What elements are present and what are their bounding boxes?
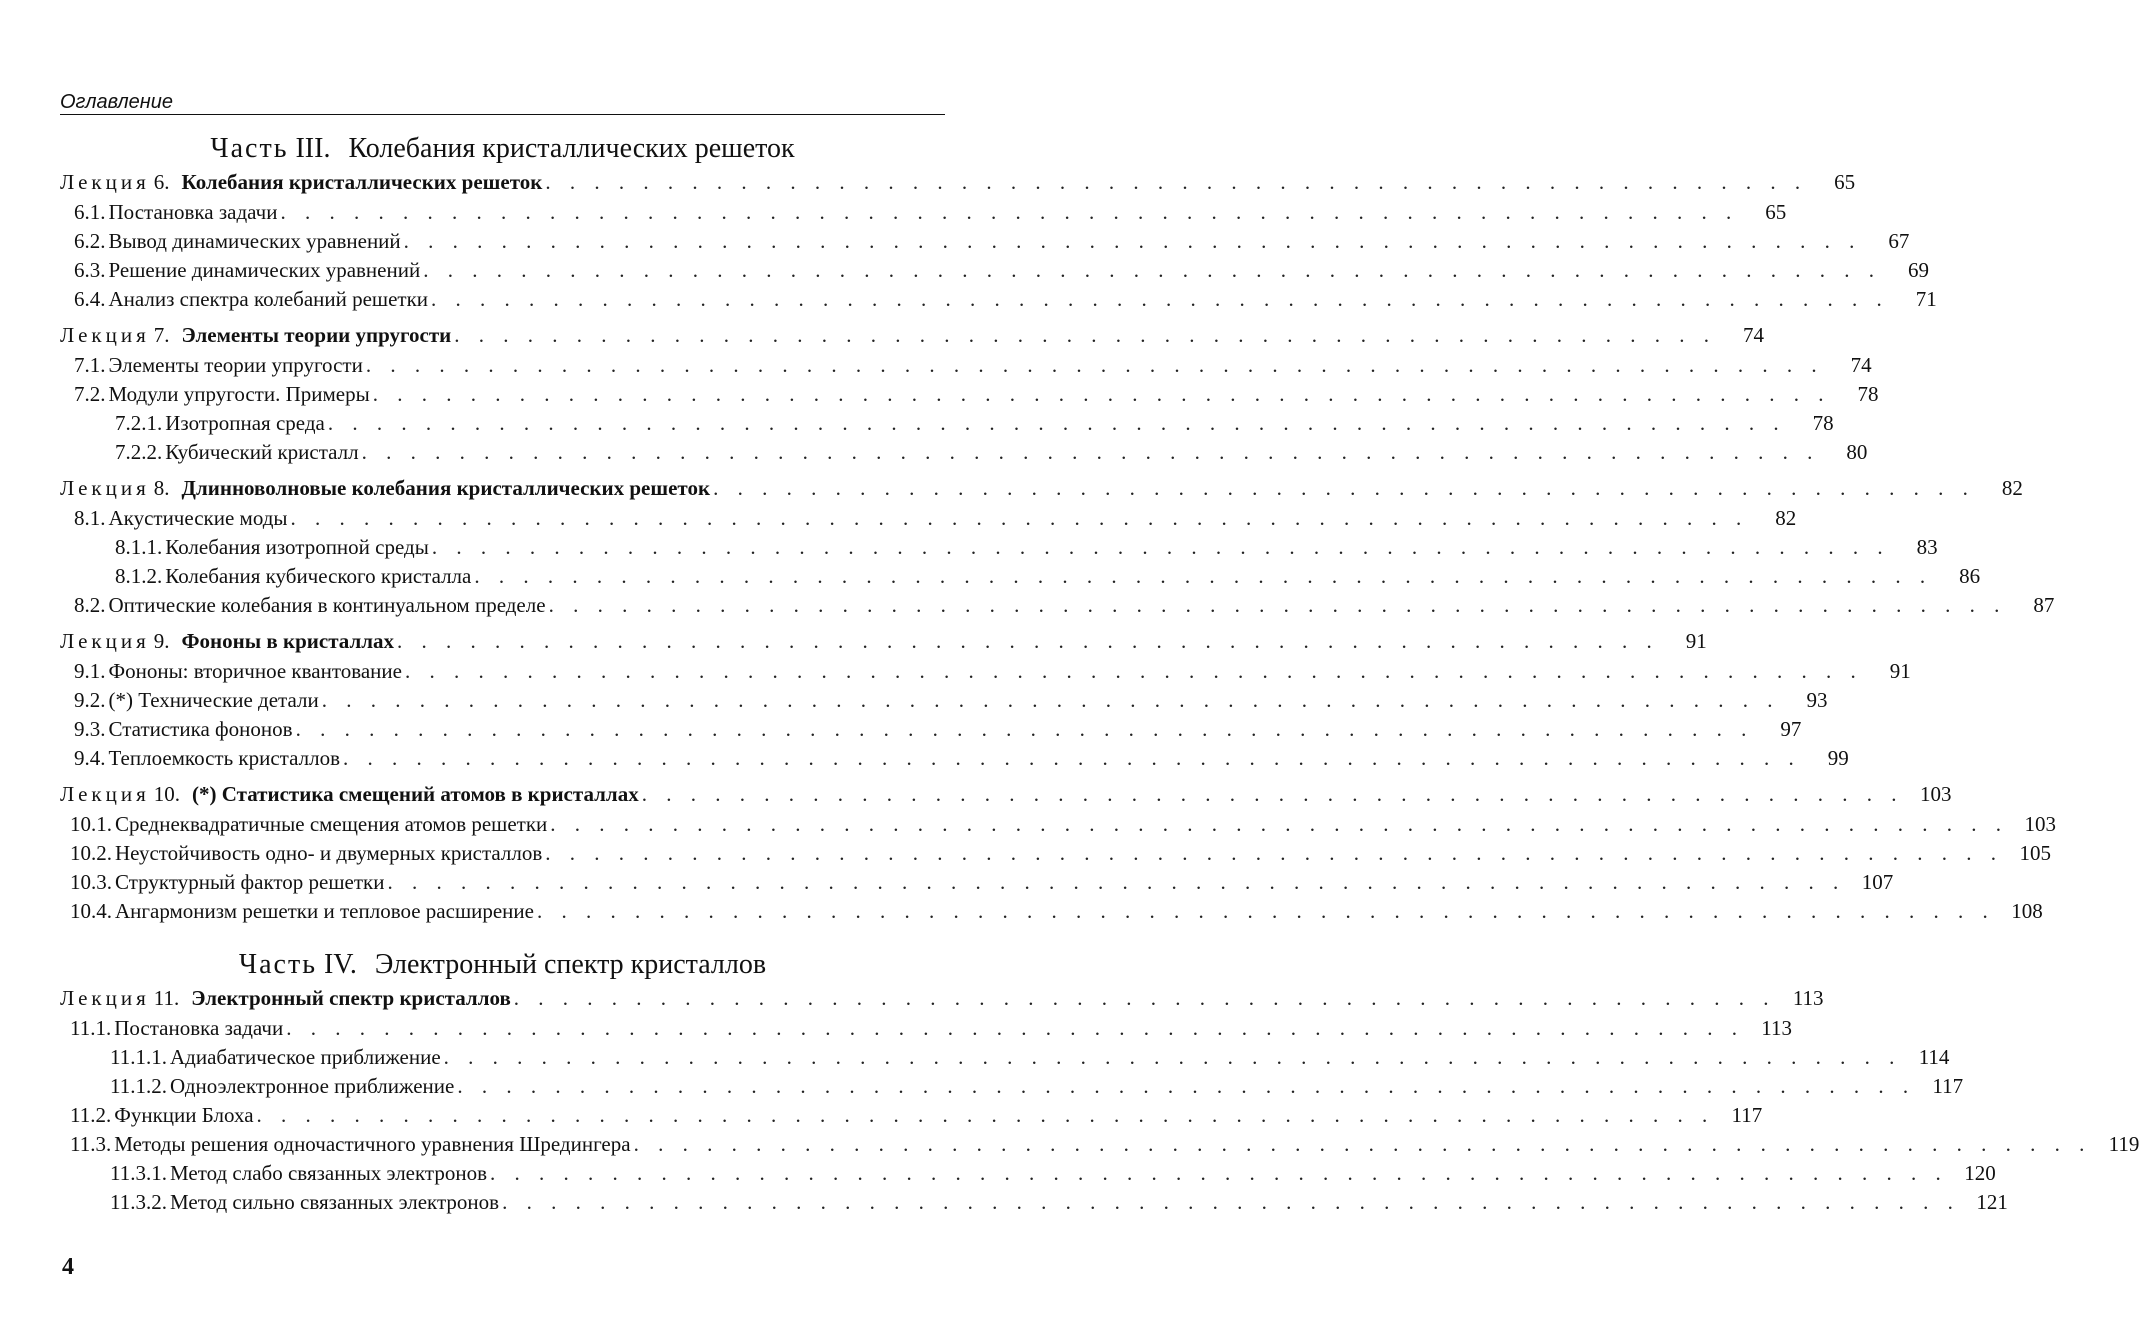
- section-title: Функции Блоха: [114, 1103, 254, 1127]
- toc-subsection[interactable]: [60, 1074, 1964, 1103]
- section-title: Неустойчивость одно- и двумерных кристаллов: [115, 841, 543, 865]
- section-title: Кубический кристалл: [165, 440, 359, 464]
- page-ref: 117: [1932, 1074, 1964, 1098]
- toc-section[interactable]: [60, 717, 1802, 746]
- section-title: Метод сильно связанных электронов: [169, 1190, 500, 1214]
- leader-dots: . . . . . . . . . . . . . . . . . . . . . . . . . . . . . . . . . . . . . . . . . . . . . . . . . . . . . . . . . . . .: [502, 1190, 1960, 1214]
- section-number: 11.3.1.: [110, 1161, 167, 1185]
- lecture-title: Длинноволновые колебания кристаллических решеток: [181, 476, 711, 500]
- section-title: Ангармонизм решетки и тепловое расширение: [115, 899, 534, 923]
- leader-dots: . . . . . . . . . . . . . . . . . . . . . . . . . . . . . . . . . . . . . . . . . . . . . . . . . . . . . . . . . . . .: [474, 564, 1933, 588]
- toc-section[interactable]: [60, 353, 1872, 382]
- page-ref: 87: [2033, 593, 2055, 617]
- section-title: Постановка задачи: [108, 200, 278, 224]
- page-ref: 74: [1850, 353, 1872, 377]
- toc-section[interactable]: [60, 229, 1910, 258]
- page-number: 4: [62, 1254, 74, 1280]
- section-title: Одноэлектронное приближение: [169, 1074, 455, 1098]
- leader-dots: . . . . . . . . . . . . . . . . . . . . . . . . . . . . . . . . . . . . . . . . . . . . . . . . . . . . . . . . . . . .: [256, 1103, 1715, 1127]
- part-numeral: IV.: [323, 949, 357, 980]
- page-ref: 114: [1918, 1045, 1950, 1069]
- page-ref: 113: [1761, 1016, 1792, 1040]
- lecture-number: 10.: [153, 782, 181, 806]
- section-title: Статистика фононов: [108, 717, 293, 741]
- section-number: 9.1.: [74, 659, 106, 683]
- section-number: 7.2.2.: [115, 440, 163, 464]
- lecture-number: 9.: [153, 629, 170, 653]
- section-number: 10.3.: [70, 870, 112, 894]
- section-title: Колебания изотропной среды: [165, 535, 429, 559]
- section-number: 8.1.: [74, 506, 106, 530]
- page-ref: 120: [1964, 1161, 1996, 1185]
- section-number: 6.2.: [74, 229, 106, 253]
- section-title: Адиабатическое приближение: [169, 1045, 441, 1069]
- toc-section[interactable]: [60, 200, 1787, 229]
- toc-section[interactable]: [60, 1016, 1792, 1045]
- leader-dots: . . . . . . . . . . . . . . . . . . . . . . . . . . . . . . . . . . . . . . . . . . . . . . . . . . . . . . . . . . . .: [404, 659, 1863, 683]
- page-ref: 107: [1861, 870, 1894, 894]
- section-number: 6.1.: [74, 200, 106, 224]
- page-ref: 78: [1812, 411, 1834, 435]
- page-ref: 78: [1857, 382, 1879, 406]
- section-title: Вывод динамических уравнений: [108, 229, 401, 253]
- leader-dots: . . . . . . . . . . . . . . . . . . . . . . . . . . . . . . . . . . . . . . . . . . . . . . . . . . . . . . . . . . . .: [286, 1016, 1744, 1040]
- page-ref: 103: [2024, 812, 2057, 836]
- section-title: Фононы: вторичное квантование: [108, 659, 402, 683]
- leader-dots: . . . . . . . . . . . . . . . . . . . . . . . . . . . . . . . . . . . . . . . . . . . . . . . . . . . . . . . . . . . .: [443, 1045, 1902, 1069]
- toc-section[interactable]: [60, 812, 2057, 841]
- lecture-title: Фононы в кристаллах: [181, 629, 395, 653]
- page-ref: 93: [1806, 688, 1828, 712]
- lecture-word: Лекция: [60, 986, 150, 1010]
- leader-dots: . . . . . . . . . . . . . . . . . . . . . . . . . . . . . . . . . . . . . . . . . . . . . . . . . . . . . . . . . . . .: [550, 812, 2009, 836]
- page-ref: 91: [1889, 659, 1911, 683]
- toc-section[interactable]: [60, 287, 1937, 316]
- page-ref: 117: [1731, 1103, 1763, 1127]
- toc-section[interactable]: [60, 659, 1911, 688]
- toc-lecture-9[interactable]: [60, 629, 1707, 659]
- toc-section[interactable]: [60, 258, 1929, 287]
- page-ref: 108: [2011, 899, 2043, 923]
- section-title: Структурный фактор решетки: [115, 870, 385, 894]
- lecture-number: 6.: [153, 170, 170, 194]
- lecture-title: Электронный спектр кристаллов: [191, 986, 511, 1010]
- part-word: Часть: [238, 949, 317, 980]
- page-ref: 97: [1780, 717, 1802, 741]
- toc-subsection[interactable]: [60, 411, 1834, 440]
- section-number: 10.4.: [70, 899, 112, 923]
- section-title: Методы решения одночастичного уравнения Шредингера: [114, 1132, 631, 1156]
- part-title-4: [60, 948, 945, 982]
- toc-section[interactable]: [60, 382, 1879, 411]
- leader-dots: . . . . . . . . . . . . . . . . . . . . . . . . . . . . . . . . . . . . . . . . . . . . . . . . . . . .: [397, 629, 1659, 653]
- toc-lecture-7[interactable]: [60, 323, 1765, 353]
- section-number: 7.2.: [74, 382, 106, 406]
- section-title: Модули упругости. Примеры: [108, 382, 370, 406]
- leader-dots: . . . . . . . . . . . . . . . . . . . . . . . . . . . . . . . . . . . . . . . . . . . . . . . . . . . . . . . . . . . .: [423, 258, 1881, 282]
- toc-subsection[interactable]: [60, 1161, 1996, 1190]
- section-title: Теплоемкость кристаллов: [108, 746, 340, 770]
- lecture-word: Лекция: [60, 782, 150, 806]
- section-title: Элементы теории упругости: [108, 353, 363, 377]
- toc-subsection[interactable]: [60, 1190, 2008, 1219]
- leader-dots: . . . . . . . . . . . . . . . . . . . . . . . . . . . . . . . . . . . . . . . . . . . . . . . . . . . . . . . . . . . .: [290, 506, 1749, 530]
- page-ref: 105: [2019, 841, 2052, 865]
- section-number: 9.2.: [74, 688, 106, 712]
- leader-dots: . . . . . . . . . . . . . . . . . . . . . . . . . . . . . . . . . . . . . . . . . . . . . . . . . . . . . . . . . . . .: [361, 440, 1820, 464]
- leader-dots: . . . . . . . . . . . . . . . . . . . . . . . . . . . . . . . . . . . . . . . . . . . . . . . . . . . . . . . . . . . .: [403, 229, 1862, 253]
- leader-dots: . . . . . . . . . . . . . . . . . . . . . . . . . . . . . . . . . . . . . . . . . . . . . . . . . . . . . . . . . . . .: [280, 200, 1739, 224]
- page-ref: 71: [1915, 287, 1937, 311]
- section-title: Постановка задачи: [114, 1016, 284, 1040]
- toc-section[interactable]: [60, 841, 2052, 870]
- part-numeral: III.: [295, 133, 331, 164]
- leader-dots: . . . . . . . . . . . . . . . . . . . . . . . . . . . . . . . . . . . . . . . . . . . . . . . . . . . .: [545, 170, 1808, 194]
- page-ref: 91: [1685, 629, 1707, 653]
- toc-section[interactable]: [60, 746, 1849, 775]
- section-title: Среднеквадратичные смещения атомов решетки: [115, 812, 548, 836]
- leader-dots: . . . . . . . . . . . . . . . . . . . . . . . . . . . . . . . . . . . . . . . . . . . . . . . . . . . .: [454, 323, 1717, 347]
- leader-dots: . . . . . . . . . . . . . . . . . . . . . . . . . . . . . . . . . . . . . . . . . . . . . . . . . . . . . . . . . . . .: [536, 899, 1995, 923]
- lecture-title: Элементы теории упругости: [181, 323, 452, 347]
- leader-dots: . . . . . . . . . . . . . . . . . . . . . . . . . . . . . . . . . . . . . . . . . . . . . . . . . . . . . . . . . . . .: [372, 382, 1831, 406]
- lecture-number: 11.: [153, 986, 180, 1010]
- leader-dots: . . . . . . . . . . . . . . . . . . . . . . . . . . . . . . . . . . . . . . . . . . . . . . . . . . . . . . . . . . . .: [431, 287, 1889, 311]
- toc-section[interactable]: [60, 1132, 2139, 1161]
- lecture-number: 8.: [153, 476, 170, 500]
- page-ref: 74: [1743, 323, 1765, 347]
- toc-subsection[interactable]: [60, 440, 1868, 469]
- lecture-title: (*) Статистика смещений атомов в кристаллах: [192, 782, 639, 806]
- page-ref: 80: [1846, 440, 1868, 464]
- section-number: 11.1.: [70, 1016, 112, 1040]
- section-number: 8.2.: [74, 593, 106, 617]
- leader-dots: . . . . . . . . . . . . . . . . . . . . . . . . . . . . . . . . . . . . . . . . . . . . . . . . . . . . . . . . . . . .: [548, 593, 2007, 617]
- toc-subsection[interactable]: [60, 535, 1938, 564]
- lecture-number: 7.: [153, 323, 170, 347]
- section-title: Анализ спектра колебаний решетки: [108, 287, 429, 311]
- section-number: 9.4.: [74, 746, 106, 770]
- toc-lecture-10[interactable]: [60, 782, 1952, 812]
- toc-lecture-8[interactable]: [60, 476, 2023, 506]
- page-ref: 119: [2108, 1132, 2139, 1156]
- lecture-word: Лекция: [60, 323, 150, 347]
- lecture-title: Колебания кристаллических решеток: [181, 170, 543, 194]
- toc-subsection[interactable]: [60, 1045, 1950, 1074]
- part-word: Часть: [210, 133, 289, 164]
- section-number: 6.3.: [74, 258, 106, 282]
- lecture-word: Лекция: [60, 629, 150, 653]
- page-ref: 82: [1775, 506, 1797, 530]
- leader-dots: . . . . . . . . . . . . . . . . . . . . . . . . . . . . . . . . . . . . . . . . . . . . . . . . . . . . . . . . . . . .: [431, 535, 1890, 559]
- section-number: 11.3.: [70, 1132, 112, 1156]
- section-number: 7.2.1.: [115, 411, 163, 435]
- leader-dots: . . . . . . . . . . . . . . . . . . . . . . . . . . . . . . . . . . . . . . . . . . . . . . . . . . . .: [713, 476, 1975, 500]
- leader-dots: . . . . . . . . . . . . . . . . . . . . . . . . . . . . . . . . . . . . . . . . . . . . . . . . . . . .: [641, 782, 1904, 806]
- page-ref: 113: [1792, 986, 1824, 1010]
- section-number: 6.4.: [74, 287, 106, 311]
- leader-dots: . . . . . . . . . . . . . . . . . . . . . . . . . . . . . . . . . . . . . . . . . . . . . . . . . . . . . . . . . . . .: [490, 1161, 1948, 1185]
- toc-section[interactable]: [60, 1103, 1763, 1132]
- leader-dots: . . . . . . . . . . . . . . . . . . . . . . . . . . . . . . . . . . . . . . . . . . . . . . . . . . . . . . . . . . . .: [633, 1132, 2092, 1156]
- part-name: Электронный спектр кристаллов: [374, 949, 767, 980]
- section-title: Решение динамических уравнений: [108, 258, 421, 282]
- section-title: Колебания кубического кристалла: [165, 564, 472, 588]
- lecture-word: Лекция: [60, 170, 150, 194]
- toc-part-4: [60, 986, 2139, 1219]
- section-number: 8.1.2.: [115, 564, 163, 588]
- leader-dots: . . . . . . . . . . . . . . . . . . . . . . . . . . . . . . . . . . . . . . . . . . . . . . . . . . . . . . . . . . . .: [457, 1074, 1916, 1098]
- section-title: Акустические моды: [108, 506, 288, 530]
- part-name: Колебания кристаллических решеток: [348, 133, 795, 164]
- toc-section[interactable]: [60, 593, 2055, 622]
- part-title-3: [60, 132, 945, 166]
- toc-section[interactable]: [60, 870, 1894, 899]
- page-ref: 65: [1765, 200, 1787, 224]
- toc-part-3: [60, 170, 2057, 928]
- toc-section[interactable]: [60, 688, 1828, 717]
- section-number: 11.3.2.: [110, 1190, 167, 1214]
- page-ref: 121: [1976, 1190, 2008, 1214]
- leader-dots: . . . . . . . . . . . . . . . . . . . . . . . . . . . . . . . . . . . . . . . . . . . . . . . . . . . . . . . . . . . .: [321, 688, 1780, 712]
- leader-dots: . . . . . . . . . . . . . . . . . . . . . . . . . . . . . . . . . . . . . . . . . . . . . . . . . . . . . . . . . . . .: [387, 870, 1846, 894]
- section-title: Метод слабо связанных электронов: [169, 1161, 488, 1185]
- page-ref: 69: [1907, 258, 1929, 282]
- section-number: 11.1.2.: [110, 1074, 167, 1098]
- section-number: 7.1.: [74, 353, 106, 377]
- section-title: Изотропная среда: [165, 411, 325, 435]
- leader-dots: . . . . . . . . . . . . . . . . . . . . . . . . . . . . . . . . . . . . . . . . . . . . . . . . . . . .: [513, 986, 1776, 1010]
- leader-dots: . . . . . . . . . . . . . . . . . . . . . . . . . . . . . . . . . . . . . . . . . . . . . . . . . . . . . . . . . . . .: [365, 353, 1824, 377]
- running-head: Оглавление: [60, 90, 945, 115]
- page-ref: 65: [1834, 170, 1856, 194]
- section-number: 9.3.: [74, 717, 106, 741]
- toc-section[interactable]: [60, 899, 2043, 928]
- page-ref: 82: [2001, 476, 2023, 500]
- page-ref: 103: [1919, 782, 1952, 806]
- toc-section[interactable]: [60, 506, 1797, 535]
- toc-lecture-11[interactable]: [60, 986, 1824, 1016]
- toc-subsection[interactable]: [60, 564, 1981, 593]
- page-ref: 86: [1959, 564, 1981, 588]
- toc-lecture-6[interactable]: [60, 170, 1856, 200]
- lecture-word: Лекция: [60, 476, 150, 500]
- section-number: 11.2.: [70, 1103, 112, 1127]
- section-title: Оптические колебания в континуальном пределе: [108, 593, 546, 617]
- leader-dots: . . . . . . . . . . . . . . . . . . . . . . . . . . . . . . . . . . . . . . . . . . . . . . . . . . . . . . . . . . . .: [327, 411, 1786, 435]
- leader-dots: . . . . . . . . . . . . . . . . . . . . . . . . . . . . . . . . . . . . . . . . . . . . . . . . . . . . . . . . . . . .: [343, 746, 1801, 770]
- section-number: 10.2.: [70, 841, 112, 865]
- section-number: 8.1.1.: [115, 535, 163, 559]
- section-number: 10.1.: [70, 812, 112, 836]
- leader-dots: . . . . . . . . . . . . . . . . . . . . . . . . . . . . . . . . . . . . . . . . . . . . . . . . . . . . . . . . . . . .: [545, 841, 2004, 865]
- section-title: (*) Технические детали: [108, 688, 319, 712]
- page-ref: 99: [1827, 746, 1849, 770]
- page-ref: 67: [1888, 229, 1910, 253]
- leader-dots: . . . . . . . . . . . . . . . . . . . . . . . . . . . . . . . . . . . . . . . . . . . . . . . . . . . . . . . . . . . .: [295, 717, 1754, 741]
- section-number: 11.1.1.: [110, 1045, 167, 1069]
- page-ref: 83: [1916, 535, 1938, 559]
